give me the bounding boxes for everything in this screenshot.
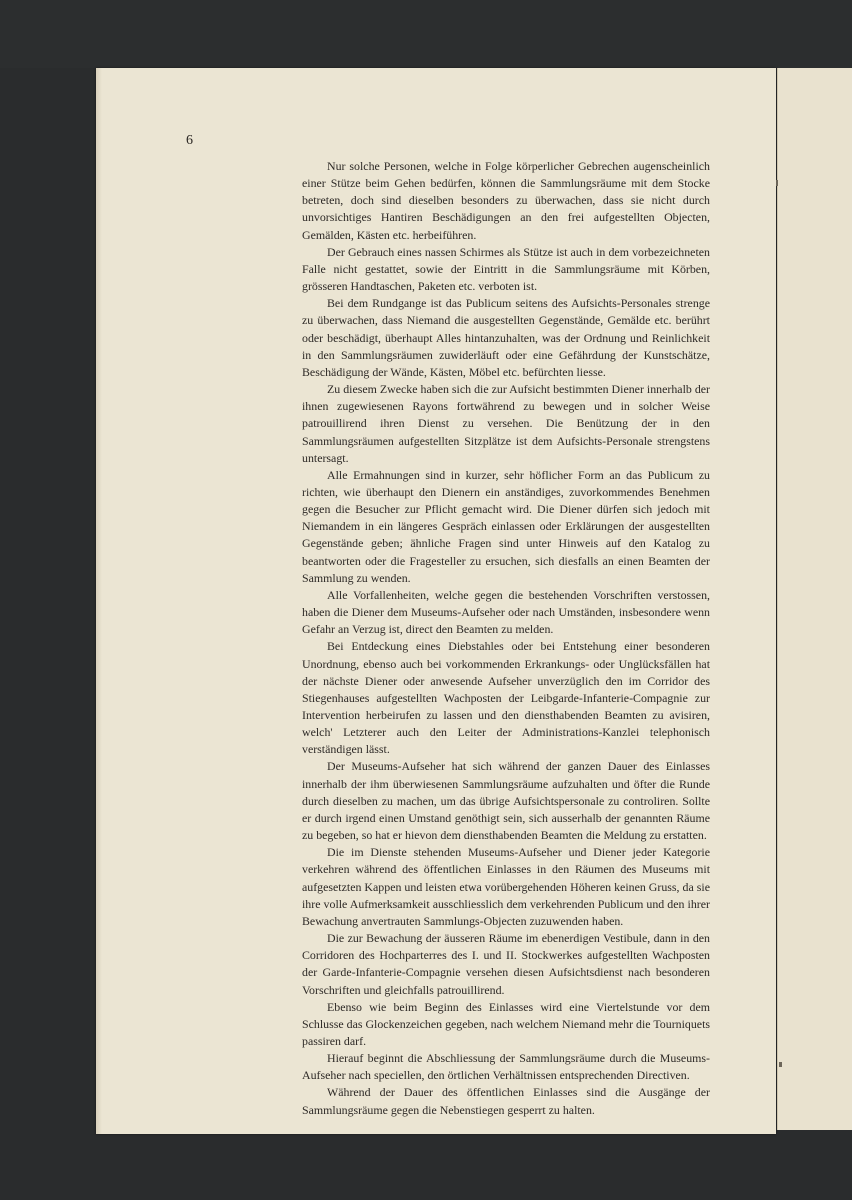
paragraph: Hierauf beginnt die Abschliessung der Sammlungsräume durch die Museums-Aufseher nach speciellen, den örtlichen Verhältnissen entsprechenden Directiven. <box>302 1051 710 1083</box>
paragraph: Ebenso wie beim Beginn des Einlasses wird eine Viertelstunde vor dem Schlusse das Glockenzeichen gegeben, nach welchem Niemand mehr die Tourniquets passiren darf. <box>302 999 710 1048</box>
paragraph: Nur solche Personen, welche in Folge körperlicher Gebrechen augenscheinlich einer Stütze beim Gehen bedürfen, können die Sammlungsräume mit dem Stocke betreten, doch sind dieselben besonders zu überwachen, dass sie nicht durch unvorsichtiges Hantiren Beschädigungen an den frei aufgestellten Objecten, Gemälden, Kästen etc. herbeiführen. <box>302 159 710 242</box>
paragraph: Alle Ermahnungen sind in kurzer, sehr höflicher Form an das Publicum zu richten, wie überhaupt den Dienern ein anständiges, zuvorkommendes Benehmen gegen die Besucher zur Pflicht gemacht wird. Die Diener dürfen sich jedoch mit Niemandem in ein längeres Gespräch einlassen oder Erklärungen der ausgestellten Gegenstände geben; ähnliche Fragen sind unter Hinweis auf den Katalog zu beantworten oder die Fragesteller zu ersuchen, sich diesfalls an einen Beamten der Sammlung zu wenden. <box>302 467 710 585</box>
page-mark <box>776 180 778 186</box>
body-text <box>302 158 710 1119</box>
page-number: 6 <box>186 133 193 148</box>
paragraph: Der Gebrauch eines nassen Schirmes als Stütze ist auch in dem vorbezeichneten Falle nicht gestattet, sowie der Eintritt in die Sammlungsräume mit Körben, grösseren Handtaschen, Paketen etc. verboten ist. <box>302 244 710 294</box>
paragraph: Der Museums-Aufseher hat sich während der ganzen Dauer des Einlasses innerhalb der ihm überwiesenen Sammlungsräume aufzuhalten und öfter die Runde durch dieselben zu machen, um das übrige Aufsichtspersonale zu controliren. Sollte er durch irgend einen Umstand genöthigt sein, sich ausserhalb der genannten Räume zu begeben, so hat er hievon dem diensthabenden Beamten die Meldung zu erstatten. <box>302 759 710 843</box>
paragraph: Bei dem Rundgange ist das Publicum seitens des Aufsichts-Personales strenge zu überwachen, dass Niemand die ausgestellten Gegenstände, Gemälde etc. berührt oder beschädigt, überhaupt Alles hintanzuhalten, was der Ordnung und Reinlichkeit in den Sammlungsräumen zuwiderläuft oder eine Gefährdung der Kunstschätze, Beschädigung der Wände, Kästen, Möbel etc. befürchten liesse. <box>302 296 710 379</box>
paragraph: Die zur Bewachung der äusseren Räume im ebenerdigen Vestibule, dann in den Corridoren des Hochparterres des I. und II. Stockwerkes aufgestellten Wachposten der Garde-Infanterie-Compagnie versehen diesen Aufsichtsdienst nach besonderen Vorschriften und gleichfalls patrouillirend. <box>302 931 710 997</box>
paragraph: Alle Vorfallenheiten, welche gegen die bestehenden Vorschriften verstossen, haben die Diener dem Museums-Aufseher oder nach Umständen, insbesondere wenn Gefahr an Verzug ist, direct den Beamten zu melden. <box>302 587 710 637</box>
paragraph: Zu diesem Zwecke haben sich die zur Aufsicht bestimmten Diener innerhalb der ihnen zugewiesenen Rayons fortwährend zu bewegen und in solcher Weise patrouillirend ihren Dienst zu versehen. Die Benützung der in den Sammlungsräumen aufgestellten Sitzplätze ist dem Aufsichts-Personale strengstens untersagt. <box>302 382 710 465</box>
paragraph: Bei Entdeckung eines Diebstahles oder bei Entstehung einer besonderen Unordnung, ebenso auch bei vorkommenden Erkrankungs- oder Unglücksfällen hat der nächste Diener oder anwesende Aufseher unverzüglich den im Corridor des Stiegenhauses aufgestellten Wachposten der Leibgarde-Infanterie-Compagnie zur Intervention herbeirufen zu lassen und den diensthabenden Beamten zu avisiren, welch' Letzterer auch den Leiter der Administrations-Kanzlei telephonisch verständigen lässt. <box>302 639 710 757</box>
scan-background <box>0 0 852 68</box>
page-binding-edge <box>96 68 102 1134</box>
paragraph: Die im Dienste stehenden Museums-Aufseher und Diener jeder Kategorie verkehren während des öffentlichen Einlasses in den Räumen des Museums mit aufgesetzten Kappen und leisten etwa vorübergehenden Höheren keinen Gruss, da sie ihre volle Aufmerksamkeit ausschliesslich dem verkehrenden Publicum und den ihrer Bewachung anvertrauten Sammlungs-Objecten zuzuwenden haben. <box>302 845 710 928</box>
facing-page-edge <box>777 68 852 1130</box>
paragraph: Während der Dauer des öffentlichen Einlasses sind die Ausgänge der Sammlungsräume gegen die Nebenstiegen gesperrt zu halten. <box>302 1085 710 1117</box>
page-mark <box>779 1062 782 1067</box>
